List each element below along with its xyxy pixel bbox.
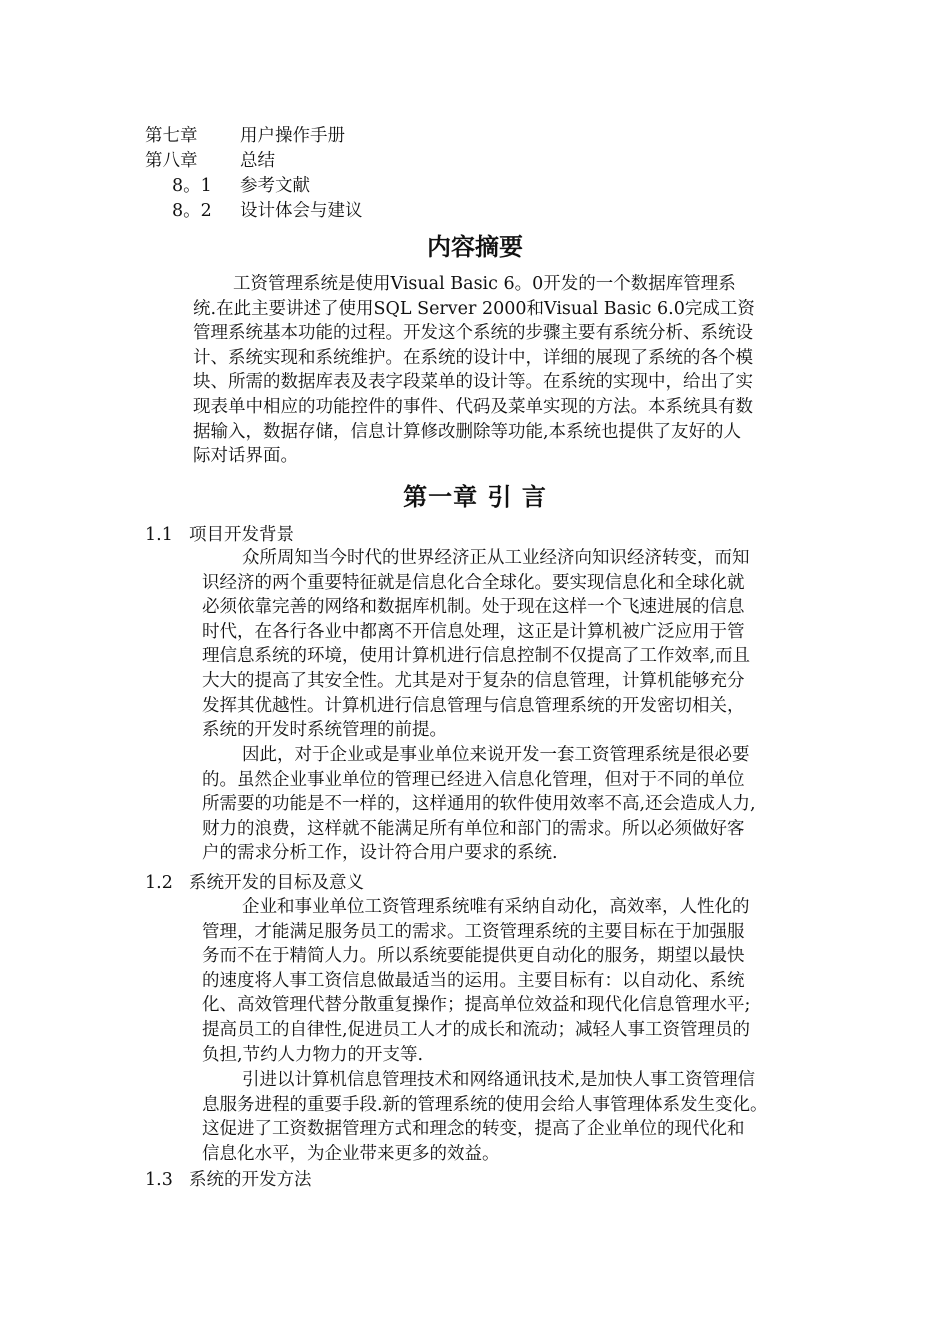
toc-entry-title: 参考文献 xyxy=(240,176,310,196)
section-heading xyxy=(145,871,364,895)
text-line: 必须依靠完善的网络和数据库机制。处于现在这样一个飞速进展的信息 xyxy=(202,597,745,618)
section-title: 项目开发背景 xyxy=(189,525,294,545)
text-line: 统.在此主要讲述了使用SQL Server 2000和Visual Basic 6.0完成工资 xyxy=(193,298,755,319)
toc-entry-number: 第七章 xyxy=(145,126,198,146)
text-line: 大大的提高了其安全性。尤其是对于复杂的信息管理，计算机能够充分 xyxy=(202,670,745,691)
text-line: 际对话界面。 xyxy=(193,446,298,467)
text-line: 系统的开发时系统管理的前提。 xyxy=(202,720,447,741)
text-line: 所需要的功能是不一样的，这样通用的软件使用效率不高,还会造成人力, xyxy=(202,794,756,815)
text-line: 块、所需的数据库表及表字段菜单的设计等。在系统的实现中，给出了实 xyxy=(193,372,753,393)
section-number: 1.3 xyxy=(145,1170,173,1190)
text-line: 识经济的两个重要特征就是信息化合全球化。要实现信息化和全球化就 xyxy=(202,572,745,593)
text-line: 的。虽然企业事业单位的管理已经进入信息化管理，但对于不同的单位 xyxy=(202,769,745,790)
abstract-body xyxy=(193,272,755,469)
text-line: 发挥其优越性。计算机进行信息管理与信息管理系统的开发密切相关， xyxy=(202,695,745,716)
toc-entry-title: 总结 xyxy=(240,151,275,171)
text-line: 信息化水平，为企业带来更多的效益。 xyxy=(202,1143,500,1164)
text-line: 化、高效管理代替分散重复操作；提高单位效益和现代化信息管理水平; xyxy=(202,995,751,1016)
text-line: 现表单中相应的功能控件的事件、代码及菜单实现的方法。本系统具有数 xyxy=(193,396,753,417)
section-heading xyxy=(145,1168,312,1192)
text-line: 管理，才能满足服务员工的需求。工资管理系统的主要目标在于加强服 xyxy=(202,921,745,942)
text-line: 计、系统实现和系统维护。在系统的设计中，详细的展现了系统的各个模 xyxy=(193,347,753,368)
text-line: 务而不在于精简人力。所以系统要能提供更自动化的服务，期望以最快 xyxy=(202,946,745,967)
paragraph xyxy=(202,743,756,866)
toc-entry-title: 设计体会与建议 xyxy=(240,201,363,221)
toc-entry-number: 8。1 xyxy=(172,176,212,196)
section-title: 系统开发的目标及意义 xyxy=(189,873,364,893)
text-line: 管理系统基本功能的过程。开发这个系统的步骤主要有系统分析、系统设 xyxy=(193,323,753,344)
chapter-heading: 第一章 引 言 xyxy=(403,483,547,511)
text-line: 工资管理系统是使用Visual Basic 6。0开发的一个数据库管理系 xyxy=(233,274,736,294)
text-line: 的速度将人事工资信息做最适当的运用。主要目标有：以自动化、系统 xyxy=(202,970,745,991)
text-line: 据输入，数据存储，信息计算修改删除等功能,本系统也提供了友好的人 xyxy=(193,421,742,442)
text-line: 户的需求分析工作，设计符合用户要求的系统. xyxy=(202,843,558,864)
section-title: 系统的开发方法 xyxy=(189,1170,312,1190)
toc-entry-title: 用户操作手册 xyxy=(240,126,345,146)
text-line: 提高员工的自律性,促进员工人才的成长和流动；减轻人事工资管理员的 xyxy=(202,1019,751,1040)
text-line: 财力的浪费，这样就不能满足所有单位和部门的需求。所以必须做好客 xyxy=(202,818,745,839)
paragraph xyxy=(202,1068,768,1166)
text-line: 引进以计算机信息管理技术和网络通讯技术,是加快人事工资管理信 xyxy=(242,1070,756,1090)
section-number: 1.2 xyxy=(145,873,173,893)
section-heading xyxy=(145,523,294,547)
text-line: 时代，在各行各业中都离不开信息处理，这正是计算机被广泛应用于管 xyxy=(202,621,745,642)
abstract-heading: 内容摘要 xyxy=(427,233,523,261)
paragraph xyxy=(202,895,750,1067)
text-line: 因此，对于企业或是事业单位来说开发一套工资管理系统是很必要 xyxy=(242,745,750,765)
text-line: 企业和事业单位工资管理系统唯有采纳自动化，高效率，人性化的 xyxy=(242,897,750,917)
toc-entry-number: 8。2 xyxy=(172,201,212,221)
text-line: 息服务进程的重要手段.新的管理系统的使用会给人事管理体系发生变化。 xyxy=(202,1094,768,1115)
toc-entry-number: 第八章 xyxy=(145,151,198,171)
paragraph xyxy=(202,546,750,743)
text-line: 负担,节约人力物力的开支等. xyxy=(202,1044,424,1065)
text-line: 理信息系统的环境，使用计算机进行信息控制不仅提高了工作效率,而且 xyxy=(202,646,751,667)
text-line: 众所周知当今时代的世界经济正从工业经济向知识经济转变，而知 xyxy=(242,548,750,568)
section-number: 1.1 xyxy=(145,525,173,545)
text-line: 这促进了工资数据管理方式和理念的转变，提高了企业单位的现代化和 xyxy=(202,1119,745,1140)
